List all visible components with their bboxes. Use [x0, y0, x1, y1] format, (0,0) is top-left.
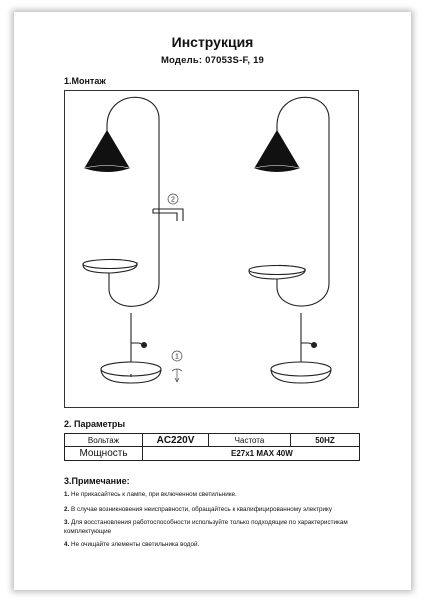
step-2-marker: [168, 194, 178, 204]
step-1-marker: [172, 351, 182, 382]
table-row: [65, 447, 360, 461]
assembly-drawing: [65, 91, 360, 409]
lamp-right-drawing: [249, 97, 331, 383]
note-number: 3.: [64, 519, 70, 526]
section-mount-title: 1.Монтаж: [64, 76, 106, 86]
parameters-table: [64, 433, 360, 461]
list-item: [64, 505, 364, 514]
note-number: 4.: [64, 541, 70, 548]
power-value: E27x1 MAX 40W: [143, 447, 360, 461]
svg-text:2: 2: [171, 196, 175, 204]
note-number: 2.: [64, 506, 70, 513]
note-text: Не прикасайтесь к лампе, при включенном светильнике.: [71, 491, 237, 498]
notes-list: [64, 490, 364, 552]
voltage-label: Вольтаж: [65, 434, 143, 447]
note-text: В случае возникновения неисправности, обращайтесь к квалифицированному электрику: [71, 506, 333, 513]
assembly-diagram: [64, 90, 359, 408]
voltage-value: AC220V: [143, 434, 209, 447]
list-item: [64, 518, 364, 536]
document-title: Инструкция: [171, 34, 254, 50]
lamp-left-frame: [107, 97, 159, 306]
lamp-left-drawing: [83, 97, 183, 383]
frequency-label: Частота: [209, 434, 291, 447]
lamp-left-bracket: [153, 209, 183, 221]
note-text: Для восстановления работоспособности используйте только подходящие по характеристикам комплектующие: [64, 519, 348, 535]
power-label: Мощность: [65, 447, 143, 461]
model-number: Модель: 07053S-F, 19: [160, 55, 265, 66]
svg-text:1: 1: [175, 353, 179, 361]
section-params-title: 2. Параметры: [64, 419, 126, 429]
list-item: [64, 490, 364, 499]
frequency-value: 50HZ: [291, 434, 360, 447]
table-row: [65, 434, 360, 447]
list-item: [64, 540, 364, 549]
note-text: Не очищайте элементы светильника водой.: [71, 541, 200, 548]
section-notes-title: 3.Примечание:: [64, 476, 130, 486]
note-number: 1.: [64, 491, 70, 498]
